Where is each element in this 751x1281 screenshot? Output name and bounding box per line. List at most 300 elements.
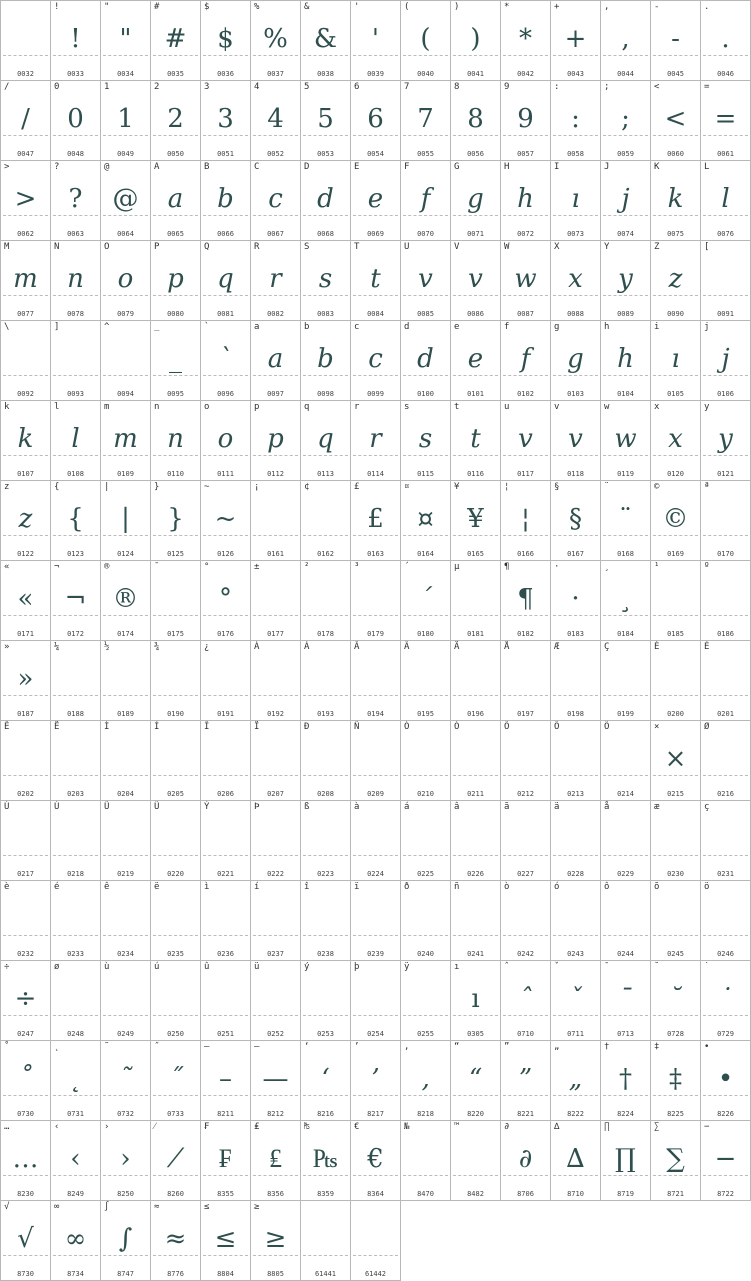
glyph-sample: h bbox=[617, 344, 634, 374]
glyph-cell bbox=[1, 321, 51, 401]
glyph-sample: k bbox=[17, 424, 34, 454]
baseline-divider bbox=[403, 1175, 448, 1176]
char-code: 0062 bbox=[17, 230, 34, 238]
glyph-cell bbox=[701, 961, 751, 1041]
baseline-divider bbox=[53, 1015, 98, 1016]
char-label: ’ bbox=[354, 1042, 360, 1052]
char-label: 6 bbox=[354, 82, 360, 92]
glyph-sample: − bbox=[714, 1144, 737, 1174]
char-label: T bbox=[354, 242, 360, 252]
char-code: 0036 bbox=[217, 70, 234, 78]
char-label: B bbox=[204, 162, 210, 172]
baseline-divider bbox=[403, 775, 448, 776]
char-code: 8364 bbox=[367, 1190, 384, 1198]
baseline-divider bbox=[653, 695, 698, 696]
char-code: 0109 bbox=[117, 470, 134, 478]
glyph-cell bbox=[601, 561, 651, 641]
char-code: 0242 bbox=[517, 950, 534, 958]
char-label: ˜ bbox=[104, 1042, 110, 1052]
char-label: . bbox=[704, 2, 710, 12]
baseline-divider bbox=[453, 935, 498, 936]
char-label: I bbox=[554, 162, 560, 172]
glyph-sample: 9 bbox=[517, 104, 534, 134]
char-code: 8470 bbox=[417, 1190, 434, 1198]
char-label: ë bbox=[154, 882, 160, 892]
baseline-divider bbox=[453, 855, 498, 856]
char-code: 0232 bbox=[17, 950, 34, 958]
char-code: 8230 bbox=[17, 1190, 34, 1198]
char-code: 0106 bbox=[717, 390, 734, 398]
char-label: µ bbox=[454, 562, 460, 572]
glyph-cell bbox=[601, 1, 651, 81]
char-label: ø bbox=[54, 962, 60, 972]
char-label: ˝ bbox=[154, 1042, 160, 1052]
glyph-cell bbox=[651, 801, 701, 881]
glyph-cell bbox=[251, 881, 301, 961]
glyph-sample: ‘ bbox=[321, 1064, 330, 1094]
char-code: 0728 bbox=[667, 1030, 684, 1038]
glyph-cell bbox=[451, 641, 501, 721]
glyph-cell bbox=[451, 481, 501, 561]
char-code: 0051 bbox=[217, 150, 234, 158]
glyph-sample: ˙ bbox=[719, 984, 732, 1014]
glyph-cell bbox=[701, 721, 751, 801]
glyph-sample: b bbox=[317, 344, 334, 374]
char-label: — bbox=[254, 1042, 260, 1052]
char-label: ∏ bbox=[604, 1122, 610, 1132]
glyph-cell bbox=[101, 241, 151, 321]
char-code: 0118 bbox=[567, 470, 584, 478]
glyph-sample: g bbox=[567, 344, 584, 374]
char-label: ₤ bbox=[254, 1122, 260, 1132]
glyph-cell bbox=[201, 1201, 251, 1281]
glyph-sample: 1 bbox=[117, 104, 134, 134]
char-code: 0054 bbox=[367, 150, 384, 158]
char-label: p bbox=[254, 402, 260, 412]
glyph-cell bbox=[1, 881, 51, 961]
glyph-cell bbox=[551, 1121, 601, 1201]
glyph-cell bbox=[601, 801, 651, 881]
char-label: Ç bbox=[604, 642, 610, 652]
char-label: H bbox=[504, 162, 510, 172]
char-code: 0710 bbox=[517, 1030, 534, 1038]
glyph-cell bbox=[1, 1201, 51, 1281]
char-code: 0086 bbox=[467, 310, 484, 318]
glyph-sample: ˆ bbox=[519, 984, 532, 1014]
glyph-cell bbox=[51, 641, 101, 721]
glyph-cell bbox=[201, 81, 251, 161]
baseline-divider bbox=[503, 935, 548, 936]
glyph-cell bbox=[651, 481, 701, 561]
glyph-sample: ' bbox=[371, 24, 380, 54]
char-code: 0057 bbox=[517, 150, 534, 158]
baseline-divider bbox=[153, 855, 198, 856]
glyph-cell bbox=[701, 241, 751, 321]
glyph-cell bbox=[601, 641, 651, 721]
char-code: 0227 bbox=[517, 870, 534, 878]
char-label: { bbox=[54, 482, 60, 492]
char-label: b bbox=[304, 322, 310, 332]
glyph-sample: ⁄ bbox=[173, 1144, 178, 1174]
char-code: 0713 bbox=[617, 1030, 634, 1038]
char-label: Ã bbox=[404, 642, 410, 652]
glyph-sample: h bbox=[517, 184, 534, 214]
char-code: 8730 bbox=[17, 1270, 34, 1278]
glyph-cell bbox=[351, 161, 401, 241]
char-code: 0070 bbox=[417, 230, 434, 238]
glyph-cell bbox=[401, 1, 451, 81]
char-label: u bbox=[504, 402, 510, 412]
char-code: 8747 bbox=[117, 1270, 134, 1278]
glyph-cell bbox=[251, 81, 301, 161]
char-code: 0183 bbox=[567, 630, 584, 638]
char-code: 0082 bbox=[267, 310, 284, 318]
glyph-cell bbox=[201, 721, 251, 801]
glyph-cell bbox=[151, 641, 201, 721]
glyph-sample: + bbox=[564, 24, 587, 54]
glyph-cell bbox=[601, 161, 651, 241]
glyph-cell bbox=[101, 641, 151, 721]
baseline-divider bbox=[603, 695, 648, 696]
glyph-sample: b bbox=[217, 184, 234, 214]
baseline-divider bbox=[153, 775, 198, 776]
glyph-cell bbox=[151, 1201, 201, 1281]
glyph-cell bbox=[701, 321, 751, 401]
glyph-cell bbox=[501, 1121, 551, 1201]
glyph-cell bbox=[151, 481, 201, 561]
char-code: 0180 bbox=[417, 630, 434, 638]
char-label: r bbox=[354, 402, 360, 412]
glyph-cell bbox=[351, 1, 401, 81]
glyph-cell bbox=[151, 161, 201, 241]
char-label: 5 bbox=[304, 82, 310, 92]
char-label: ¹ bbox=[654, 562, 660, 572]
char-label: e bbox=[454, 322, 460, 332]
baseline-divider bbox=[303, 615, 348, 616]
char-label: , bbox=[604, 2, 610, 12]
char-label: Û bbox=[104, 802, 110, 812]
char-code: 0184 bbox=[617, 630, 634, 638]
char-label: P bbox=[154, 242, 160, 252]
char-code: 0069 bbox=[367, 230, 384, 238]
char-label: Ä bbox=[454, 642, 460, 652]
glyph-sample: m bbox=[113, 424, 138, 454]
char-label: ¶ bbox=[504, 562, 510, 572]
char-label: È bbox=[654, 642, 660, 652]
glyph-sample: l bbox=[721, 184, 730, 214]
char-label: ~ bbox=[204, 482, 210, 492]
glyph-sample: r bbox=[269, 264, 282, 294]
char-code: 0103 bbox=[567, 390, 584, 398]
glyph-cell bbox=[151, 321, 201, 401]
char-code: 0198 bbox=[567, 710, 584, 718]
glyph-sample: 2 bbox=[167, 104, 184, 134]
char-label: ò bbox=[504, 882, 510, 892]
glyph-sample: p bbox=[267, 424, 284, 454]
char-label: ¿ bbox=[204, 642, 210, 652]
char-code: 0196 bbox=[467, 710, 484, 718]
glyph-cell bbox=[551, 721, 601, 801]
glyph-sample: g bbox=[467, 184, 484, 214]
char-label: [ bbox=[704, 242, 710, 252]
char-label: ñ bbox=[454, 882, 460, 892]
char-label: … bbox=[4, 1122, 10, 1132]
char-label: 0 bbox=[54, 82, 60, 92]
glyph-cell bbox=[101, 801, 151, 881]
glyph-sample: • bbox=[717, 1064, 734, 1094]
glyph-sample: v bbox=[468, 264, 483, 294]
glyph-sample: 7 bbox=[417, 104, 434, 134]
glyph-cell bbox=[251, 801, 301, 881]
char-label: / bbox=[4, 82, 10, 92]
char-code: 0213 bbox=[567, 790, 584, 798]
glyph-sample: " bbox=[119, 24, 132, 54]
glyph-sample: ÷ bbox=[14, 984, 37, 1014]
glyph-cell bbox=[101, 561, 151, 641]
glyph-cell bbox=[101, 961, 151, 1041]
char-label: l bbox=[54, 402, 60, 412]
glyph-cell bbox=[351, 481, 401, 561]
glyph-sample: . bbox=[721, 24, 730, 54]
baseline-divider bbox=[253, 695, 298, 696]
char-label: J bbox=[604, 162, 610, 172]
char-label: ð bbox=[404, 882, 410, 892]
char-label: w bbox=[604, 402, 610, 412]
char-code: 0089 bbox=[617, 310, 634, 318]
char-label: ï bbox=[354, 882, 360, 892]
glyph-cell bbox=[301, 241, 351, 321]
glyph-cell bbox=[251, 561, 301, 641]
glyph-sample: © bbox=[662, 504, 689, 534]
char-label: Ó bbox=[454, 722, 460, 732]
glyph-cell bbox=[1, 481, 51, 561]
baseline-divider bbox=[203, 775, 248, 776]
char-code: 0162 bbox=[317, 550, 334, 558]
char-label: F bbox=[404, 162, 410, 172]
glyph-sample: * bbox=[519, 24, 532, 54]
char-code: 0217 bbox=[17, 870, 34, 878]
char-code: 0228 bbox=[567, 870, 584, 878]
glyph-cell bbox=[701, 1041, 751, 1121]
glyph-cell bbox=[401, 801, 451, 881]
char-code: 0115 bbox=[417, 470, 434, 478]
glyph-sample: x bbox=[568, 264, 583, 294]
baseline-divider bbox=[303, 1255, 348, 1256]
char-label: × bbox=[654, 722, 660, 732]
char-label: ÷ bbox=[4, 962, 10, 972]
char-label: ® bbox=[104, 562, 110, 572]
glyph-cell bbox=[301, 801, 351, 881]
glyph-sample: € bbox=[367, 1144, 384, 1174]
char-label: ; bbox=[604, 82, 610, 92]
baseline-divider bbox=[303, 1015, 348, 1016]
char-code: 0732 bbox=[117, 1110, 134, 1118]
baseline-divider bbox=[53, 855, 98, 856]
char-label: ‡ bbox=[654, 1042, 660, 1052]
baseline-divider bbox=[403, 935, 448, 936]
glyph-cell bbox=[651, 641, 701, 721]
baseline-divider bbox=[553, 775, 598, 776]
char-code: 0092 bbox=[17, 390, 34, 398]
char-code: 0197 bbox=[517, 710, 534, 718]
glyph-cell bbox=[51, 81, 101, 161]
glyph-sample: } bbox=[167, 504, 184, 534]
baseline-divider bbox=[253, 935, 298, 936]
glyph-sample: @ bbox=[112, 184, 139, 214]
baseline-divider bbox=[603, 855, 648, 856]
glyph-cell bbox=[301, 961, 351, 1041]
glyph-sample: ˛ bbox=[69, 1064, 82, 1094]
char-code: 0177 bbox=[267, 630, 284, 638]
glyph-cell bbox=[251, 1201, 301, 1281]
char-label: ˇ bbox=[554, 962, 560, 972]
char-label: ù bbox=[104, 962, 110, 972]
char-code: 0041 bbox=[467, 70, 484, 78]
glyph-cell bbox=[101, 1201, 151, 1281]
baseline-divider bbox=[603, 935, 648, 936]
glyph-cell bbox=[1, 961, 51, 1041]
char-code: 0221 bbox=[217, 870, 234, 878]
glyph-cell bbox=[151, 721, 201, 801]
char-label: ³ bbox=[354, 562, 360, 572]
char-code: 0168 bbox=[617, 550, 634, 558]
char-label: g bbox=[554, 322, 560, 332]
glyph-cell bbox=[601, 961, 651, 1041]
baseline-divider bbox=[3, 55, 48, 56]
glyph-cell bbox=[1, 801, 51, 881]
char-code: 61441 bbox=[314, 1270, 337, 1278]
char-label: U bbox=[404, 242, 410, 252]
char-label: ₧ bbox=[304, 1122, 310, 1132]
char-label: ² bbox=[304, 562, 310, 572]
char-code: 0203 bbox=[67, 790, 84, 798]
char-code: 0238 bbox=[317, 950, 334, 958]
char-code: 0205 bbox=[167, 790, 184, 798]
glyph-sample: … bbox=[12, 1144, 39, 1174]
glyph-cell bbox=[1, 721, 51, 801]
baseline-divider bbox=[453, 1175, 498, 1176]
char-code: 0165 bbox=[467, 550, 484, 558]
glyph-cell bbox=[251, 161, 301, 241]
char-code: 0072 bbox=[517, 230, 534, 238]
glyph-sample: ‚ bbox=[421, 1064, 430, 1094]
glyph-cell bbox=[301, 1201, 351, 1281]
glyph-cell bbox=[701, 401, 751, 481]
char-label: & bbox=[304, 2, 310, 12]
char-label: Q bbox=[204, 242, 210, 252]
char-label: € bbox=[354, 1122, 360, 1132]
glyph-cell bbox=[651, 721, 701, 801]
char-label: ) bbox=[454, 2, 460, 12]
glyph-cell bbox=[51, 721, 101, 801]
char-label: j bbox=[704, 322, 710, 332]
glyph-cell bbox=[601, 1121, 651, 1201]
glyph-sample: c bbox=[268, 184, 283, 214]
glyph-cell bbox=[651, 881, 701, 961]
glyph-cell bbox=[1, 641, 51, 721]
char-code: 0202 bbox=[17, 790, 34, 798]
glyph-sample: q bbox=[217, 264, 234, 294]
char-label: » bbox=[4, 642, 10, 652]
char-label: ≤ bbox=[204, 1202, 210, 1212]
glyph-sample: ! bbox=[70, 24, 81, 54]
char-label: À bbox=[254, 642, 260, 652]
baseline-divider bbox=[503, 695, 548, 696]
char-label: ° bbox=[204, 562, 210, 572]
baseline-divider bbox=[703, 615, 748, 616]
glyph-cell bbox=[301, 1041, 351, 1121]
glyph-cell bbox=[151, 881, 201, 961]
char-label: í bbox=[254, 882, 260, 892]
glyph-cell bbox=[401, 161, 451, 241]
char-code: 8250 bbox=[117, 1190, 134, 1198]
baseline-divider bbox=[53, 695, 98, 696]
char-code: 0032 bbox=[17, 70, 34, 78]
baseline-divider bbox=[303, 695, 348, 696]
char-label: ¸ bbox=[604, 562, 610, 572]
glyph-cell bbox=[551, 1, 601, 81]
glyph-sample: › bbox=[120, 1144, 131, 1174]
char-code: 0163 bbox=[367, 550, 384, 558]
char-label: ‘ bbox=[304, 1042, 310, 1052]
baseline-divider bbox=[703, 535, 748, 536]
glyph-cell bbox=[551, 401, 601, 481]
glyph-cell bbox=[401, 1041, 451, 1121]
baseline-divider bbox=[403, 855, 448, 856]
glyph-sample: ∞ bbox=[64, 1224, 87, 1254]
char-label: Ü bbox=[154, 802, 160, 812]
char-code: 0218 bbox=[67, 870, 84, 878]
char-label: ´ bbox=[404, 562, 410, 572]
char-label: 2 bbox=[154, 82, 160, 92]
glyph-sample: ₧ bbox=[312, 1144, 339, 1174]
baseline-divider bbox=[503, 775, 548, 776]
glyph-sample: ˘ bbox=[669, 984, 682, 1014]
glyph-cell bbox=[151, 561, 201, 641]
char-code: 8260 bbox=[167, 1190, 184, 1198]
glyph-cell bbox=[551, 481, 601, 561]
glyph-sample: z bbox=[668, 264, 683, 294]
char-code: 0108 bbox=[67, 470, 84, 478]
glyph-cell bbox=[701, 1121, 751, 1201]
glyph-sample: ∑ bbox=[666, 1144, 685, 1174]
glyph-sample: √ bbox=[17, 1224, 34, 1254]
glyph-cell bbox=[351, 401, 401, 481]
baseline-divider bbox=[553, 855, 598, 856]
glyph-cell bbox=[501, 401, 551, 481]
char-code: 0064 bbox=[117, 230, 134, 238]
char-label: ß bbox=[304, 802, 310, 812]
glyph-sample: v bbox=[568, 424, 583, 454]
char-label: # bbox=[154, 2, 160, 12]
glyph-cell bbox=[101, 81, 151, 161]
glyph-sample: q bbox=[317, 424, 334, 454]
char-code: 0126 bbox=[217, 550, 234, 558]
char-code: 0049 bbox=[117, 150, 134, 158]
glyph-cell bbox=[101, 881, 151, 961]
char-label: v bbox=[554, 402, 560, 412]
glyph-cell bbox=[201, 161, 251, 241]
glyph-cell bbox=[1, 401, 51, 481]
char-code: 0117 bbox=[517, 470, 534, 478]
char-code: 0088 bbox=[567, 310, 584, 318]
char-code: 0212 bbox=[517, 790, 534, 798]
char-label: - bbox=[654, 2, 660, 12]
glyph-sample: / bbox=[21, 104, 30, 134]
char-label: ¦ bbox=[504, 482, 510, 492]
glyph-cell bbox=[351, 641, 401, 721]
glyph-sample: ≈ bbox=[164, 1224, 187, 1254]
